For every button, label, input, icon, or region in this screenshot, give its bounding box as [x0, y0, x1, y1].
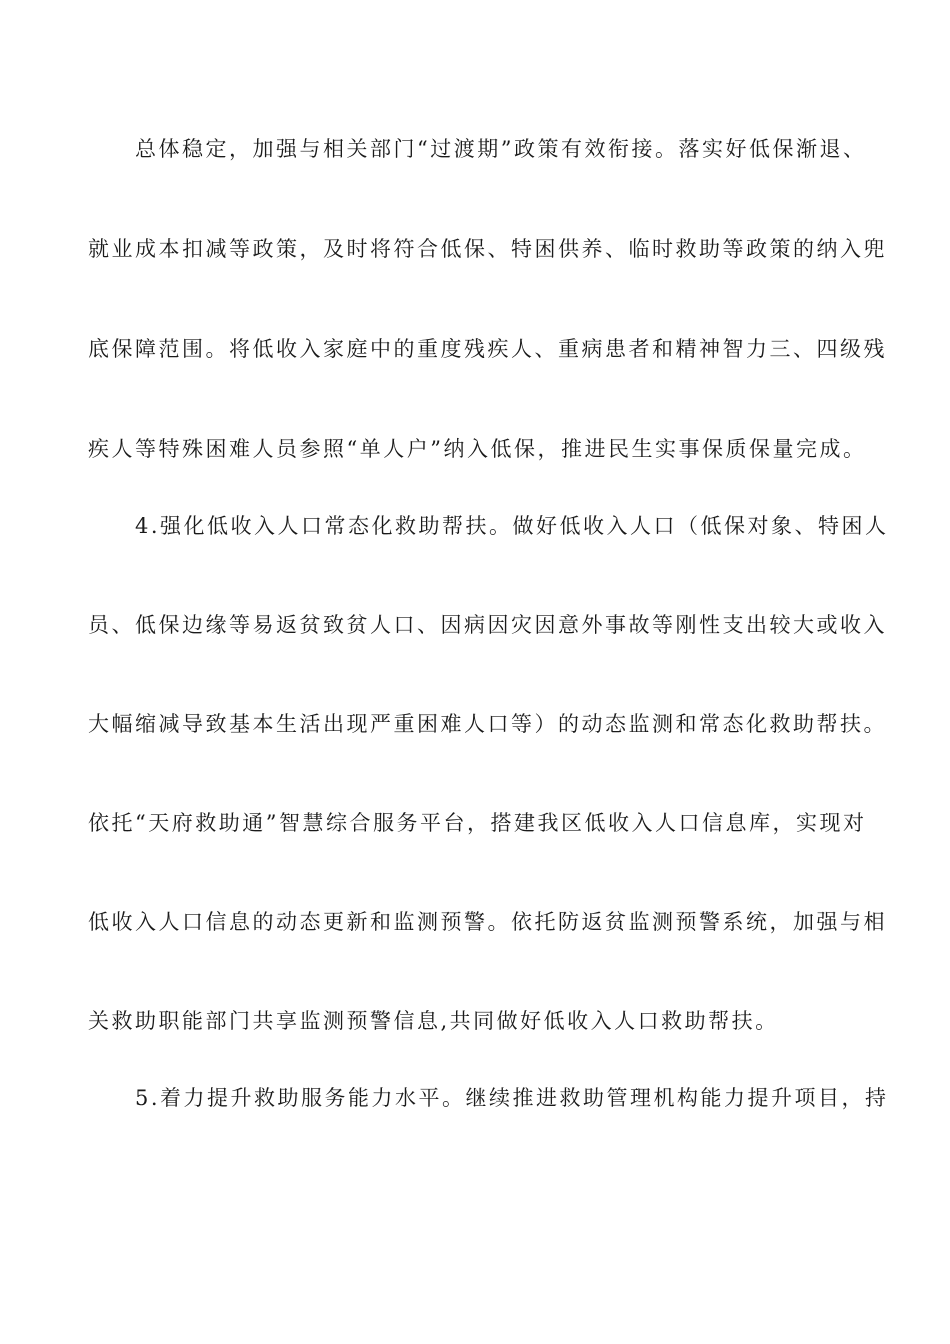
paragraph-line-4: 疾人等特殊困难人员参照“单人户”纳入低保，推进民生实事保质保量完成。 [88, 437, 867, 461]
paragraph-line-9: 低收入人口信息的动态更新和监测预警。依托防返贫监测预警系统，加强与相 [88, 910, 887, 934]
paragraph-line-10: 关救助职能部门共享监测预警信息,共同做好低收入人口救助帮扶。 [88, 1009, 779, 1033]
paragraph-line-1: 总体稳定，加强与相关部门“过渡期”政策有效衔接。落实好低保渐退、 [135, 137, 867, 161]
paragraph-line-8: 依托“天府救助通”智慧综合服务平台，搭建我区低收入人口信息库，实现对 [88, 811, 867, 835]
paragraph-line-3: 底保障范围。将低收入家庭中的重度残疾人、重病患者和精神智力三、四级残 [88, 337, 887, 361]
paragraph-line-6: 员、低保边缘等易返贫致贫人口、因病因灾因意外事故等刚性支出较大或收入 [88, 613, 887, 637]
section-heading-5: 5.着力提升救助服务能力水平。继续推进救助管理机构能力提升项目，持 [135, 1086, 889, 1110]
paragraph-line-2: 就业成本扣减等政策，及时将符合低保、特困供养、临时救助等政策的纳入兜 [88, 237, 887, 261]
section-heading-4: 4.强化低收入人口常态化救助帮扶。做好低收入人口（低保对象、特困人 [135, 514, 889, 538]
paragraph-line-7: 大幅缩减导致基本生活出现严重困难人口等）的动态监测和常态化救助帮扶。 [88, 712, 887, 736]
